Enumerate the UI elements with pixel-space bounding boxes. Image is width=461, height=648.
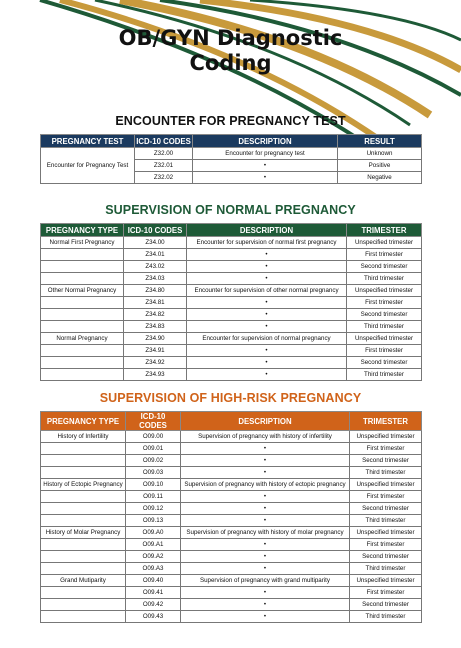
result-cell: Unknown xyxy=(338,148,422,160)
description-cell: • xyxy=(181,587,350,599)
description-cell: Encounter for supervision of normal first pregnancy xyxy=(187,237,347,249)
pregnancy-type-cell: Encounter for Pregnancy Test xyxy=(41,148,135,184)
column-header: ICD-10 CODES xyxy=(126,412,181,431)
description-cell: • xyxy=(181,599,350,611)
pregnancy-type-cell: Normal Pregnancy xyxy=(41,333,124,345)
trimester-cell: Second trimester xyxy=(350,455,422,467)
icd10-code-cell: O09.00 xyxy=(126,431,181,443)
description-cell: • xyxy=(187,369,347,381)
table-row xyxy=(41,333,422,345)
trimester-cell: First trimester xyxy=(347,345,422,357)
trimester-cell: Unspecified trimester xyxy=(347,237,422,249)
trimester-cell: Unspecified trimester xyxy=(350,479,422,491)
trimester-cell: First trimester xyxy=(350,491,422,503)
icd10-code-cell: O09.11 xyxy=(126,491,181,503)
description-cell: • xyxy=(187,321,347,333)
page-title xyxy=(0,26,461,76)
icd10-code-cell: Z34.82 xyxy=(124,309,187,321)
trimester-cell: Unspecified trimester xyxy=(347,285,422,297)
description-cell: Encounter for pregnancy test xyxy=(193,148,338,160)
icd10-code-cell: O09.42 xyxy=(126,599,181,611)
table-row xyxy=(41,237,422,249)
pregnancy-type-cell: History of Ectopic Pregnancy xyxy=(41,479,126,491)
description-cell: • xyxy=(181,443,350,455)
trimester-cell: Second trimester xyxy=(347,309,422,321)
column-header: DESCRIPTION xyxy=(193,135,338,148)
icd10-code-cell: Z32.01 xyxy=(135,160,193,172)
icd10-code-cell: Z34.00 xyxy=(124,237,187,249)
description-cell: Encounter for supervision of other normal pregnancy xyxy=(187,285,347,297)
trimester-cell: Second trimester xyxy=(350,503,422,515)
description-cell: • xyxy=(181,467,350,479)
trimester-cell: Second trimester xyxy=(347,357,422,369)
section-title: ENCOUNTER FOR PREGNANCY TEST xyxy=(115,114,346,128)
icd10-code-cell: Z34.80 xyxy=(124,285,187,297)
description-cell: • xyxy=(187,273,347,285)
coding-table xyxy=(40,134,422,184)
table-row xyxy=(41,431,422,443)
table-row xyxy=(41,345,422,357)
trimester-cell: Unspecified trimester xyxy=(350,575,422,587)
trimester-cell: Unspecified trimester xyxy=(350,431,422,443)
icd10-code-cell: O09.10 xyxy=(126,479,181,491)
pregnancy-type-cell: History of Infertility xyxy=(41,431,126,443)
description-cell: • xyxy=(181,455,350,467)
table-row xyxy=(41,527,422,539)
table-row xyxy=(41,321,422,333)
trimester-cell: First trimester xyxy=(347,297,422,309)
page-title-line2: Coding xyxy=(189,51,272,75)
trimester-cell: Third trimester xyxy=(350,563,422,575)
coding-table xyxy=(40,223,422,381)
icd10-code-cell: O09.41 xyxy=(126,587,181,599)
table-row xyxy=(41,551,422,563)
table-row xyxy=(41,357,422,369)
trimester-cell: Second trimester xyxy=(350,599,422,611)
table-row xyxy=(41,273,422,285)
icd10-code-cell: O09.43 xyxy=(126,611,181,623)
icd10-code-cell: O09.13 xyxy=(126,515,181,527)
table-row xyxy=(41,249,422,261)
description-cell: Supervision of pregnancy with history of infertility xyxy=(181,431,350,443)
icd10-code-cell: O09.A3 xyxy=(126,563,181,575)
section-title: SUPERVISION OF NORMAL PREGNANCY xyxy=(105,203,356,217)
description-cell: • xyxy=(187,357,347,369)
table-row xyxy=(41,515,422,527)
table-row xyxy=(41,539,422,551)
description-cell: Supervision of pregnancy with history of ectopic pregnancy xyxy=(181,479,350,491)
pregnancy-type-cell: Grand Mutiparity xyxy=(41,575,126,587)
trimester-cell: First trimester xyxy=(350,443,422,455)
icd10-code-cell: Z34.01 xyxy=(124,249,187,261)
description-cell: • xyxy=(187,261,347,273)
icd10-code-cell: Z34.93 xyxy=(124,369,187,381)
pregnancy-type-cell: Other Normal Pregnancy xyxy=(41,285,124,297)
table-row xyxy=(41,503,422,515)
icd10-code-cell: O09.03 xyxy=(126,467,181,479)
column-header: DESCRIPTION xyxy=(181,412,350,431)
icd10-code-cell: O09.02 xyxy=(126,455,181,467)
icd10-code-cell: Z34.92 xyxy=(124,357,187,369)
icd10-code-cell: Z32.02 xyxy=(135,172,193,184)
pregnancy-type-cell: Normal First Pregnancy xyxy=(41,237,124,249)
column-header: ICD-10 CODES xyxy=(136,136,191,146)
description-cell: Supervision of pregnancy with grand multiparity xyxy=(181,575,350,587)
description-cell: • xyxy=(187,345,347,357)
section-title: SUPERVISION OF HIGH-RISK PREGNANCY xyxy=(99,391,362,405)
trimester-cell: First trimester xyxy=(350,539,422,551)
description-cell: Encounter for supervision of normal pregnancy xyxy=(187,333,347,345)
icd10-code-cell: O09.12 xyxy=(126,503,181,515)
description-cell: • xyxy=(193,160,338,172)
description-cell: • xyxy=(181,539,350,551)
description-cell: • xyxy=(181,563,350,575)
section-high-risk-pregnancy xyxy=(40,391,421,623)
description-cell: • xyxy=(187,297,347,309)
icd10-code-cell: O09.A0 xyxy=(126,527,181,539)
trimester-cell: Third trimester xyxy=(347,321,422,333)
trimester-cell: Second trimester xyxy=(347,261,422,273)
table-row xyxy=(41,467,422,479)
trimester-cell: Third trimester xyxy=(350,611,422,623)
table-row xyxy=(41,148,422,160)
table-row xyxy=(41,599,422,611)
trimester-cell: Third trimester xyxy=(350,515,422,527)
section-pregnancy-test xyxy=(40,114,421,184)
column-header: PREGNANCY TEST xyxy=(41,135,135,148)
icd10-code-cell: Z34.81 xyxy=(124,297,187,309)
trimester-cell: Third trimester xyxy=(350,467,422,479)
section-normal-pregnancy xyxy=(40,203,421,381)
table-row xyxy=(41,285,422,297)
description-cell: • xyxy=(181,551,350,563)
description-cell: Supervision of pregnancy with history of molar pregnancy xyxy=(181,527,350,539)
icd10-code-cell: Z32.00 xyxy=(135,148,193,160)
table-row xyxy=(41,455,422,467)
table-row xyxy=(41,575,422,587)
coding-table xyxy=(40,411,422,623)
description-cell: • xyxy=(193,172,338,184)
table-row xyxy=(41,309,422,321)
description-cell: • xyxy=(181,491,350,503)
column-header: TRIMESTER xyxy=(350,412,422,431)
column-header: ICD-10 CODES xyxy=(124,224,187,237)
trimester-cell: Third trimester xyxy=(347,369,422,381)
pregnancy-type-cell: History of Molar Pregnancy xyxy=(41,527,126,539)
result-cell: Positive xyxy=(338,160,422,172)
icd10-code-cell: Z34.03 xyxy=(124,273,187,285)
table-row xyxy=(41,563,422,575)
icd10-code-cell: Z34.91 xyxy=(124,345,187,357)
column-header: RESULT xyxy=(338,135,422,148)
trimester-cell: First trimester xyxy=(347,249,422,261)
table-row xyxy=(41,587,422,599)
trimester-cell: Unspecified trimester xyxy=(350,527,422,539)
table-row xyxy=(41,369,422,381)
trimester-cell: First trimester xyxy=(350,587,422,599)
table-row xyxy=(41,443,422,455)
column-header: PREGNANCY TYPE xyxy=(41,224,124,237)
description-cell: • xyxy=(187,309,347,321)
column-header: TRIMESTER xyxy=(347,224,422,237)
table-row xyxy=(41,261,422,273)
table-row xyxy=(41,491,422,503)
column-header: DESCRIPTION xyxy=(187,224,347,237)
icd10-code-cell: Z34.90 xyxy=(124,333,187,345)
trimester-cell: Second trimester xyxy=(350,551,422,563)
icd10-code-cell: O09.A1 xyxy=(126,539,181,551)
column-header: PREGNANCY TYPE xyxy=(41,412,126,431)
icd10-code-cell: Z34.83 xyxy=(124,321,187,333)
page-title-line1: OB/GYN Diagnostic xyxy=(118,26,343,50)
description-cell: • xyxy=(181,515,350,527)
table-row xyxy=(41,297,422,309)
description-cell: • xyxy=(187,249,347,261)
result-cell: Negative xyxy=(338,172,422,184)
description-cell: • xyxy=(181,611,350,623)
trimester-cell: Unspecified trimester xyxy=(347,333,422,345)
trimester-cell: Third trimester xyxy=(347,273,422,285)
description-cell: • xyxy=(181,503,350,515)
icd10-code-cell: O09.01 xyxy=(126,443,181,455)
table-row xyxy=(41,479,422,491)
table-row xyxy=(41,611,422,623)
icd10-code-cell: O09.40 xyxy=(126,575,181,587)
icd10-code-cell: Z43.02 xyxy=(124,261,187,273)
icd10-code-cell: O09.A2 xyxy=(126,551,181,563)
